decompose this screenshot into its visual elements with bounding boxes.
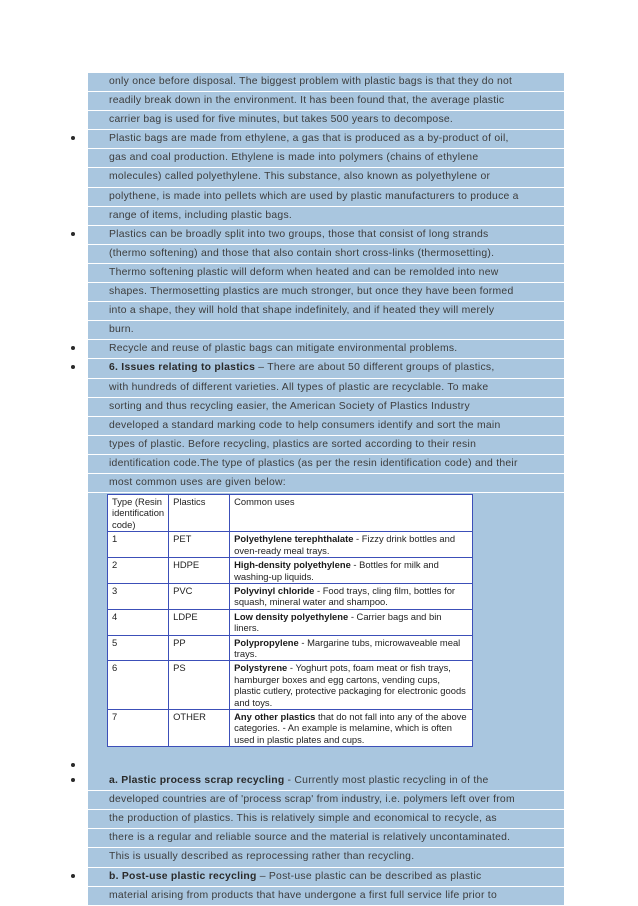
text-line: the production of plastics. This is relatively simple and economical to recycle, as — [88, 810, 564, 829]
use-text: - Food trays, cling film, bottles for squash, mineral water and shampoo. — [234, 584, 456, 608]
cell-plastic: HDPE — [169, 558, 230, 584]
cell-common-use — [230, 583, 473, 609]
cell-code: 1 — [108, 532, 169, 558]
header-type: Type (Resin identification code) — [108, 495, 169, 532]
text-line: Thermo softening plastic will deform when heated and can be remolded into new — [88, 264, 564, 283]
text-line: only once before disposal. The biggest problem with plastic bags is that they do not — [88, 73, 564, 92]
bullet-plastic-groups — [88, 226, 564, 341]
text-line: polythene, is made into pellets which are used by plastic manufacturers to produce a — [88, 188, 564, 207]
table-row — [108, 532, 473, 558]
plastic-name: Polypropylene — [234, 636, 299, 648]
text-line: burn. — [88, 321, 564, 340]
bullet-recycle-reuse — [88, 340, 564, 359]
section-heading: a. Plastic process scrap recycling — [109, 775, 285, 787]
plastic-name: Low density polyethylene — [234, 610, 349, 622]
bullet-dot — [71, 365, 75, 369]
text-line: (thermo softening) and those that also contain short cross-links (thermosetting). — [88, 245, 564, 264]
document-body — [88, 73, 564, 906]
use-text: - Carrier bags and bin liners. — [234, 610, 442, 634]
section-heading: b. Post-use plastic recycling — [109, 870, 257, 882]
text-line: gas and coal production. Ethylene is made into polymers (chains of ethylene — [88, 149, 564, 168]
text-line — [88, 772, 564, 791]
plastic-name: Any other plastics — [234, 710, 316, 722]
text-line: identification code.The type of plastics (as per the resin identification code) and their — [88, 455, 564, 474]
text-span: - Currently most plastic recycling in of the — [284, 775, 489, 787]
cell-plastic: PVC — [169, 583, 230, 609]
text-line: most common uses are given below: — [88, 474, 564, 493]
cell-plastic: LDPE — [169, 609, 230, 635]
bullet-dot — [71, 136, 75, 140]
text-line: material arising from products that have undergone a first full service life prior to — [88, 887, 564, 906]
cell-common-use — [230, 661, 473, 710]
bullet-post-use — [88, 868, 564, 906]
text-line: into a shape, they will hold that shape indefinitely, and if heated they will merely — [88, 302, 564, 321]
text-line: there is a regular and reliable source and the material is relatively uncontaminated. — [88, 829, 564, 848]
section-heading: 6. Issues relating to plastics — [109, 362, 256, 374]
cell-code: 2 — [108, 558, 169, 584]
table-row — [108, 635, 473, 661]
cell-common-use — [230, 609, 473, 635]
bullet-process-scrap — [88, 772, 564, 867]
empty-bullet-row — [88, 758, 564, 772]
bullet-plastic-bags-production — [88, 130, 564, 225]
cell-common-use — [230, 532, 473, 558]
bullet-dot — [71, 874, 75, 878]
text-line: with hundreds of different varieties. All types of plastic are recyclable. To make — [88, 379, 564, 398]
plastic-name: Polyvinyl chloride — [234, 584, 315, 596]
cell-code: 5 — [108, 635, 169, 661]
use-text: - Fizzy drink bottles and oven-ready meal trays. — [234, 533, 456, 556]
text-line: Plastic bags are made from ethylene, a gas that is produced as a by-product of oil, — [88, 130, 564, 149]
text-line — [88, 868, 564, 887]
text-line: readily break down in the environment. It has been found that, the average plastic — [88, 92, 564, 111]
table-header-row — [108, 495, 473, 532]
text-line: This is usually described as reprocessing rather than recycling. — [88, 848, 564, 867]
text-line: range of items, including plastic bags. — [88, 207, 564, 226]
cell-code: 7 — [108, 709, 169, 746]
header-plastics: Plastics — [169, 495, 230, 532]
table-row — [108, 709, 473, 746]
text-line: carrier bag is used for five minutes, but takes 500 years to decompose. — [88, 111, 564, 130]
header-common-uses: Common uses — [230, 495, 473, 532]
cell-plastic: PS — [169, 661, 230, 710]
table-row — [108, 583, 473, 609]
text-line: sorting and thus recycling easier, the American Society of Plastics Industry — [88, 398, 564, 417]
text-line: Plastics can be broadly split into two groups, those that consist of long strands — [88, 226, 564, 245]
plastic-name: Polystyrene — [234, 662, 288, 674]
text-line: developed countries are of 'process scrap' from industry, i.e. polymers left over from — [88, 791, 564, 810]
text-line: shapes. Thermosetting plastics are much stronger, but once they have been formed — [88, 283, 564, 302]
bullet-dot — [71, 778, 75, 782]
text-line — [88, 359, 564, 378]
text-line: developed a standard marking code to help consumers identify and sort the main — [88, 417, 564, 436]
text-line: molecules) called polyethylene. This substance, also known as polyethylene or — [88, 168, 564, 187]
use-text: - Yoghurt pots, foam meat or fish trays, hamburger boxes and egg cartons, vending cups, plastic cutlery, protective packaging for electronic goods and toys. — [234, 662, 466, 708]
paragraph-continuation — [88, 73, 564, 130]
cell-plastic: PP — [169, 635, 230, 661]
resin-table-area — [88, 493, 564, 758]
cell-common-use — [230, 709, 473, 746]
use-text: that do not fall into any of the above categories. - An example is melamine, which is often used in plastic plates and cups. — [234, 710, 467, 745]
cell-plastic: PET — [169, 532, 230, 558]
text-line: types of plastic. Before recycling, plastics are sorted according to their resin — [88, 436, 564, 455]
bullet-issues-plastics — [88, 359, 564, 493]
cell-plastic: OTHER — [169, 709, 230, 746]
text-line: Recycle and reuse of plastic bags can mitigate environmental problems. — [88, 340, 564, 359]
text-span: – There are about 50 different groups of plastics, — [255, 362, 495, 374]
bullet-dot — [71, 763, 75, 767]
table-row — [108, 609, 473, 635]
use-text: - Bottles for milk and washing-up liquids. — [234, 559, 439, 582]
table-row — [108, 558, 473, 584]
cell-code: 6 — [108, 661, 169, 710]
bullet-dot — [71, 346, 75, 350]
cell-common-use — [230, 635, 473, 661]
cell-code: 3 — [108, 583, 169, 609]
text-span: – Post-use plastic can be described as plastic — [256, 870, 482, 882]
table-row — [108, 661, 473, 710]
cell-common-use — [230, 558, 473, 584]
resin-code-table — [107, 494, 473, 747]
use-text: - Margarine tubs, microwaveable meal trays. — [234, 636, 461, 659]
cell-code: 4 — [108, 609, 169, 635]
plastic-name: High-density polyethylene — [234, 559, 351, 571]
plastic-name: Polyethylene terephthalate — [234, 533, 354, 545]
bullet-dot — [71, 232, 75, 236]
